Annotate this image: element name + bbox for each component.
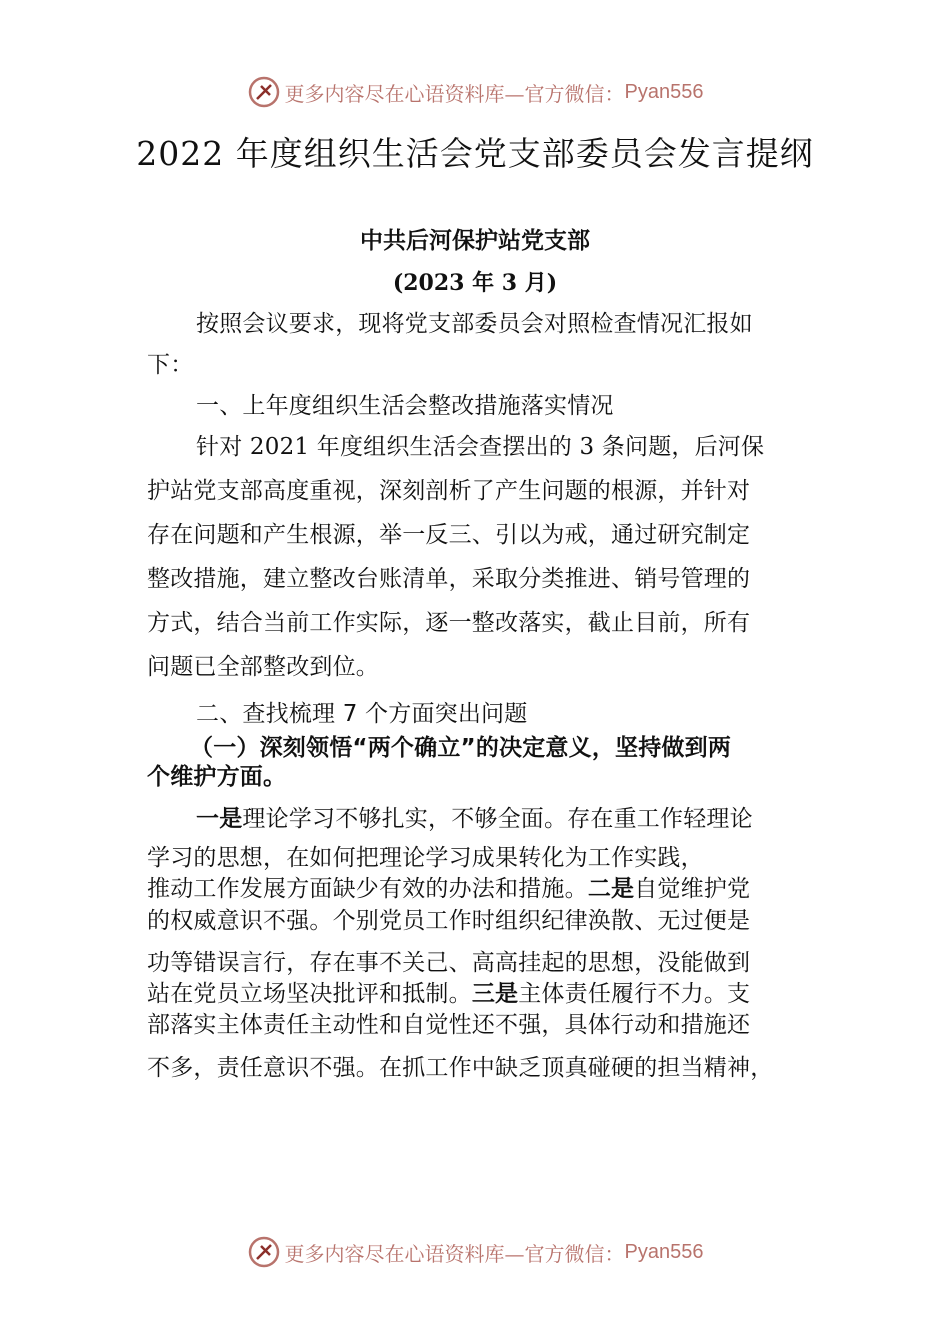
- heading-3-line-1: （一）深刻领悟“两个确立”的决定意义，坚持做到两: [190, 735, 732, 761]
- document-date: (2023 年 3 月): [392, 270, 558, 296]
- watermark-text: 更多内容尽在心语资料库—官方微信：: [284, 1241, 625, 1266]
- paragraph-2-line-7: 部落实主体责任主动性和自觉性还不强，具体行动和措施还: [147, 1012, 751, 1038]
- paragraph-1-line-2: 护站党支部高度重视，深刻剖析了产生问题的根源，并针对: [147, 478, 751, 504]
- paragraph-1-line-4: 整改措施，建立整改台账清单，采取分类推进、销号管理的: [147, 566, 751, 592]
- paragraph-2-line-3: 推动工作发展方面缺少有效的办法和措施。二是自觉维护党: [147, 876, 751, 902]
- heading-3-line-2: 个维护方面。: [147, 764, 287, 790]
- watermark-top: [0, 72, 950, 112]
- paragraph-1-line-3: 存在问题和产生根源，举一反三、引以为戒，通过研究制定: [147, 522, 751, 548]
- paragraph-2-line-5: 功等错误言行，存在事不关己、高高挂起的思想，没能做到: [147, 950, 751, 976]
- intro-line-1: 按照会议要求，现将党支部委员会对照检查情况汇报如: [196, 311, 753, 337]
- keyword-second: 二是: [587, 876, 635, 902]
- watermark-text: 更多内容尽在心语资料库—官方微信：: [284, 81, 625, 106]
- library-logo-icon: [247, 1235, 281, 1269]
- paragraph-2-line-1: 一是理论学习不够扎实，不够全面。存在重工作轻理论: [196, 806, 753, 832]
- paragraph-2-line-4: 的权威意识不强。个别党员工作时组织纪律涣散、无过便是: [147, 908, 751, 934]
- intro-line-2: 下：: [147, 352, 194, 378]
- document-title: 2022 年度组织生活会党支部委员会发言提纲: [136, 134, 814, 173]
- organization-name: 中共后河保护站党支部: [360, 228, 590, 254]
- watermark-wechat: Pyan556: [624, 80, 704, 103]
- paragraph-2-line-2: 学习的思想，在如何把理论学习成果转化为工作实践，: [147, 845, 704, 871]
- paragraph-2-line-6: 站在党员立场坚决批评和抵制。三是主体责任履行不力。支: [147, 981, 751, 1007]
- paragraph-1-line-1: 针对 2021 年度组织生活会查摆出的 3 条问题，后河保: [196, 434, 765, 460]
- heading-2: 二、查找梳理 7 个方面突出问题: [196, 701, 528, 727]
- keyword-third: 三是: [471, 981, 519, 1007]
- watermark-wechat: Pyan556: [624, 1240, 704, 1263]
- paragraph-1-line-6: 问题已全部整改到位。: [147, 654, 379, 680]
- library-logo-icon: [247, 75, 281, 109]
- watermark-bottom: [0, 1232, 950, 1272]
- paragraph-2-line-8: 不多，责任意识不强。在抓工作中缺乏顶真碰硬的担当精神，: [147, 1055, 774, 1081]
- keyword-first: 一是: [196, 806, 243, 832]
- paragraph-1-line-5: 方式，结合当前工作实际，逐一整改落实，截止目前，所有: [147, 610, 751, 636]
- heading-1: 一、上年度组织生活会整改措施落实情况: [196, 393, 614, 419]
